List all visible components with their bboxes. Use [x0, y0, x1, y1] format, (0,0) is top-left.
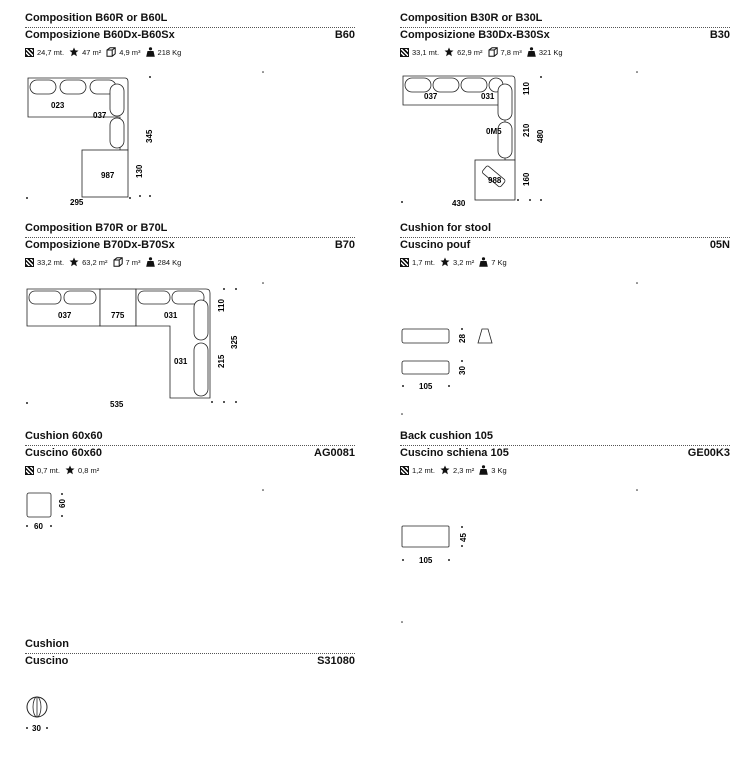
width-dim: 295 [70, 198, 84, 207]
diameter-dim: 30 [32, 724, 41, 733]
height-dim: 60 [58, 499, 67, 508]
width-dim: 60 [34, 522, 43, 531]
label-037: 037 [93, 111, 107, 120]
product-code: B30 [709, 29, 730, 41]
label-031: 031 [164, 311, 178, 320]
inner-dim: 130 [135, 164, 144, 178]
weight-value: 7 Kg [491, 257, 507, 267]
product-code: B70 [334, 239, 355, 251]
dim-30: 30 [458, 366, 467, 375]
width-dim: 105 [419, 382, 433, 391]
fabric-value: 33,1 mt. [412, 47, 440, 57]
product-code: AG0081 [314, 447, 355, 459]
label-775: 775 [111, 311, 125, 320]
section-subtitle: Cuscino [25, 655, 69, 667]
section-title: Cushion [25, 638, 69, 650]
weight-value: 218 Kg [157, 47, 182, 57]
dim-210: 210 [522, 123, 531, 137]
label-031: 031 [481, 92, 495, 101]
section-title: Composition B70R or B70L [25, 222, 168, 234]
label-037: 037 [58, 311, 72, 320]
leather-value: 62,9 m² [457, 47, 483, 57]
product-code: B60 [334, 29, 355, 41]
height-dim: 45 [459, 533, 468, 542]
section-subtitle: Composizione B70Dx-B70Sx [25, 239, 175, 251]
leather-value: 2,3 m² [452, 465, 475, 475]
section-subtitle: Composizione B60Dx-B60Sx [25, 29, 175, 41]
round-cushion-icon [27, 697, 47, 717]
dim-215: 215 [217, 354, 226, 368]
fabric-value: 1,7 mt. [412, 257, 435, 267]
dim-110: 110 [522, 82, 531, 95]
depth-dim: 480 [536, 129, 545, 143]
product-code: 05N [709, 239, 730, 251]
label-037: 037 [424, 92, 438, 101]
label-0m5: 0M5 [486, 127, 502, 136]
label-023: 023 [51, 101, 65, 110]
fabric-value: 1,2 mt. [412, 465, 435, 475]
dim-160: 160 [522, 172, 531, 186]
section-subtitle: Cuscino 60x60 [25, 447, 103, 459]
label-031b: 031 [174, 357, 188, 366]
fabric-value: 0,7 mt. [37, 465, 60, 475]
dim-110: 110 [217, 299, 226, 312]
section-title: Composition B60R or B60L [25, 12, 168, 24]
section-subtitle: Composizione B30Dx-B30Sx [400, 29, 550, 41]
weight-value: 3 Kg [491, 465, 507, 475]
product-code: GE00K3 [687, 447, 730, 459]
section-subtitle: Cuscino schiena 105 [400, 447, 509, 459]
volume-value: 7,8 m³ [500, 47, 522, 57]
width-dim: 535 [110, 400, 124, 409]
depth-dim: 345 [145, 129, 154, 143]
fabric-value: 33,2 mt. [37, 257, 65, 267]
leather-value: 3,2 m² [452, 257, 475, 267]
section-title: Back cushion 105 [400, 430, 493, 442]
label-988: 988 [488, 176, 502, 185]
fabric-value: 24,7 mt. [37, 47, 65, 57]
section-title: Cushion 60x60 [25, 430, 103, 442]
depth-dim: 325 [230, 335, 239, 349]
label-987: 987 [101, 171, 115, 180]
volume-value: 7 m³ [125, 257, 141, 267]
weight-value: 321 Kg [538, 47, 563, 57]
width-dim: 430 [452, 199, 466, 208]
section-title: Composition B30R or B30L [400, 12, 543, 24]
dim-28: 28 [458, 334, 467, 343]
section-subtitle: Cuscino pouf [400, 239, 471, 251]
section-title: Cushion for stool [400, 222, 492, 234]
leather-value: 63,2 m² [82, 257, 108, 267]
leather-value: 0,8 m² [77, 465, 100, 475]
leather-value: 47 m² [82, 47, 102, 57]
volume-value: 4,9 m³ [119, 47, 141, 57]
width-dim: 105 [419, 556, 433, 565]
weight-value: 284 Kg [157, 257, 182, 267]
product-code: S31080 [317, 655, 355, 667]
